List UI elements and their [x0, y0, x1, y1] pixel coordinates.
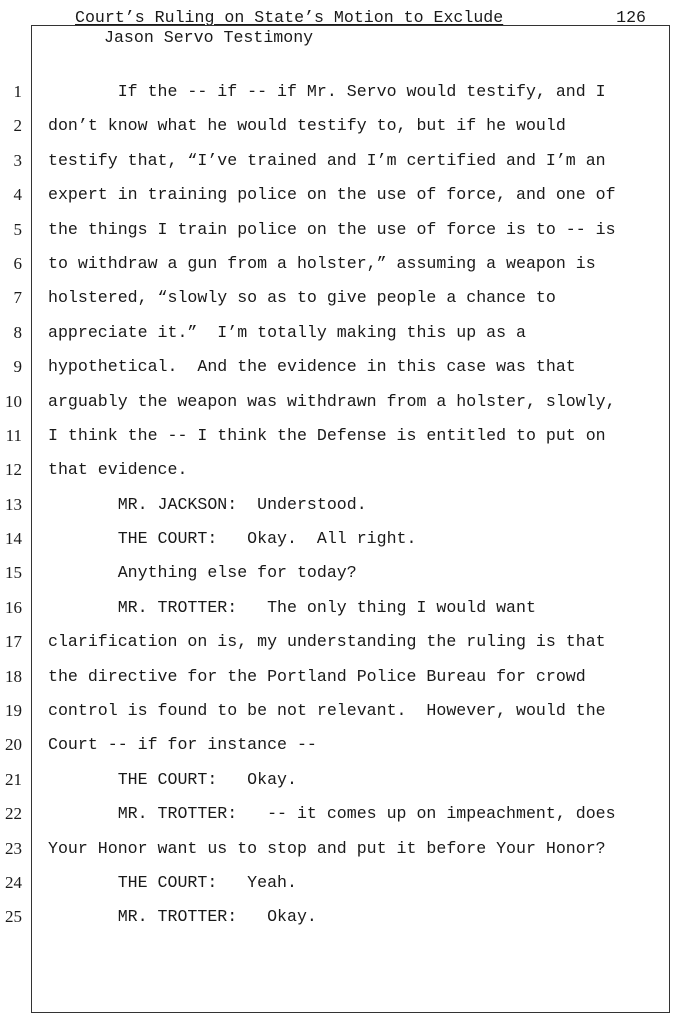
line-text: appreciate it.” I’m totally making this up as a [48, 322, 526, 342]
line-text: clarification on is, my understanding the ruling is that [48, 632, 606, 652]
line-text: holstered, “slowly so as to give people a chance to [48, 288, 556, 308]
transcript-line [0, 247, 691, 281]
line-number: 1 [13, 82, 22, 101]
transcript-line [0, 350, 691, 384]
line-text: hypothetical. And the evidence in this case was that [48, 357, 576, 377]
transcript-lines [0, 75, 691, 935]
line-number: 12 [5, 460, 22, 480]
line-number: 16 [5, 597, 22, 617]
line-text: arguably the weapon was withdrawn from a holster, slowly, [48, 391, 616, 411]
line-number: 5 [13, 219, 22, 239]
line-text: expert in training police on the use of force, and one of [48, 185, 616, 205]
line-number: 10 [5, 391, 22, 411]
line-number: 7 [13, 288, 22, 308]
line-text: Anything else for today? [48, 563, 357, 583]
line-number: 4 [13, 185, 22, 205]
line-text: MR. TROTTER: -- it comes up on impeachment, does [48, 804, 616, 824]
transcript-line [0, 488, 691, 522]
line-number: 22 [5, 804, 22, 824]
line-number: 9 [13, 357, 22, 377]
line-text: MR. TROTTER: The only thing I would want [48, 597, 536, 617]
transcript-line [0, 728, 691, 762]
line-number: 14 [5, 529, 22, 549]
transcript-line [0, 419, 691, 453]
page-header-title: Court’s Ruling on State’s Motion to Exclude [75, 8, 504, 27]
line-text: MR. TROTTER: Okay. [48, 907, 317, 927]
transcript-line [0, 144, 691, 178]
line-text: I think the -- I think the Defense is entitled to put on [48, 425, 606, 445]
transcript-line [0, 213, 691, 247]
transcript-line [0, 694, 691, 728]
page-number: 126 [616, 8, 646, 27]
transcript-line [0, 178, 691, 212]
line-text: THE COURT: Okay. [48, 769, 297, 789]
transcript-line [0, 625, 691, 659]
page-header-subtitle: Jason Servo Testimony [104, 28, 314, 47]
line-number: 6 [13, 253, 22, 273]
line-number: 13 [5, 494, 22, 514]
transcript-line [0, 763, 691, 797]
line-text: testify that, “I’ve trained and I’m certified and I’m an [48, 150, 606, 170]
line-number: 20 [5, 735, 22, 755]
line-text: control is found to be not relevant. However, would the [48, 701, 606, 721]
line-text: the directive for the Portland Police Bureau for crowd [48, 666, 586, 686]
line-text: don’t know what he would testify to, but if he would [48, 116, 566, 136]
line-text: THE COURT: Okay. All right. [48, 529, 417, 549]
line-number: 17 [5, 632, 22, 652]
transcript-line [0, 75, 691, 109]
line-number: 2 [13, 116, 22, 136]
line-number: 8 [13, 322, 22, 342]
line-number: 19 [5, 701, 22, 721]
transcript-line [0, 522, 691, 556]
transcript-line [0, 866, 691, 900]
line-number: 11 [5, 425, 22, 445]
transcript-line [0, 385, 691, 419]
line-text: THE COURT: Yeah. [48, 872, 297, 892]
line-text: Court -- if for instance -- [48, 735, 317, 755]
line-number: 15 [5, 563, 22, 583]
line-text: Your Honor want us to stop and put it before Your Honor? [48, 838, 606, 858]
transcript-line [0, 797, 691, 831]
transcript-line [0, 832, 691, 866]
line-text: the things I train police on the use of force is to -- is [48, 219, 616, 239]
transcript-line [0, 281, 691, 315]
line-text: to withdraw a gun from a holster,” assuming a weapon is [48, 253, 596, 273]
transcript-line [0, 556, 691, 590]
line-number: 25 [5, 907, 22, 927]
transcript-line [0, 453, 691, 487]
line-number: 21 [5, 769, 22, 789]
line-text: If the -- if -- if Mr. Servo would testify, and I [48, 82, 606, 101]
line-number: 3 [13, 150, 22, 170]
line-text: MR. JACKSON: Understood. [48, 494, 367, 514]
transcript-line [0, 316, 691, 350]
line-number: 18 [5, 666, 22, 686]
transcript-line [0, 900, 691, 934]
transcript-line [0, 591, 691, 625]
transcript-line [0, 109, 691, 143]
line-number: 24 [5, 872, 22, 892]
transcript-line [0, 660, 691, 694]
line-number: 23 [5, 838, 22, 858]
line-text: that evidence. [48, 460, 188, 480]
